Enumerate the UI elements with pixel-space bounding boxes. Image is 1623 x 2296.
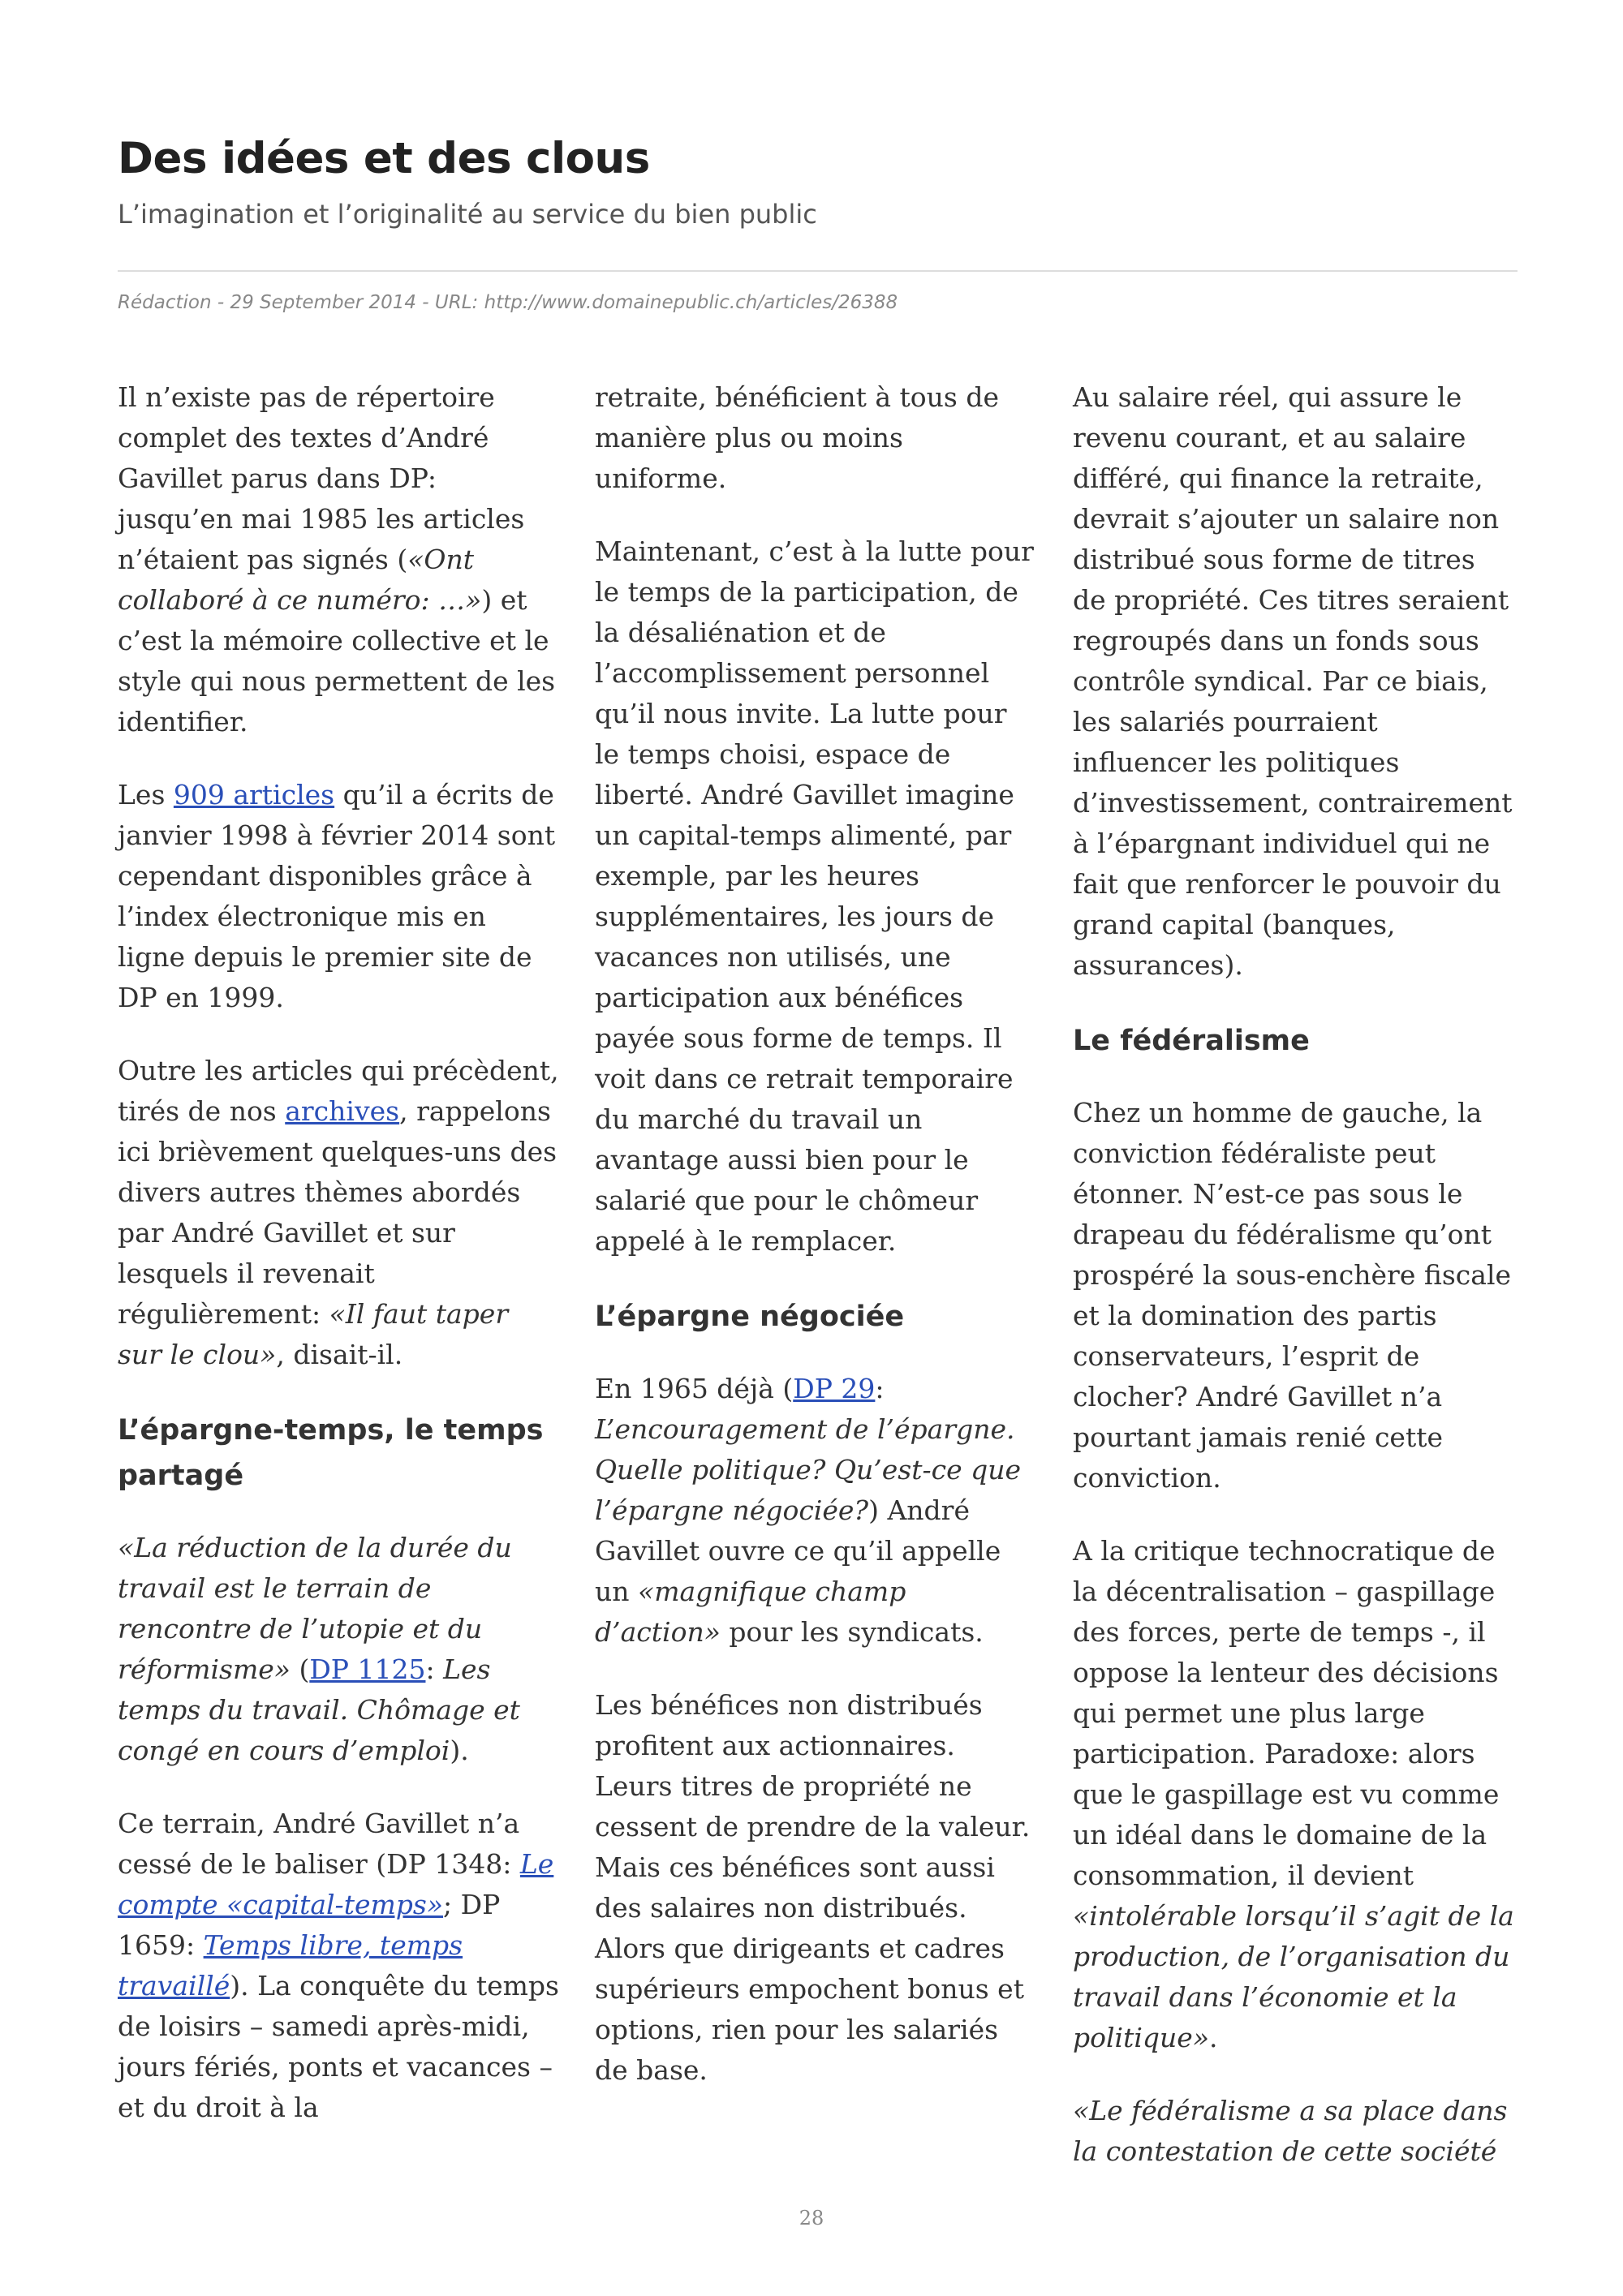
quote-text: «La réduction de la durée du travail est le terrain de rencontre de l’utopie et du réformisme» (118, 1532, 512, 1685)
paragraph: Les bénéfices non distribués profitent aux actionnaires. Leurs titres de propriété ne cessent de prendre de la valeur. Mais ces bénéfices sont aussi des salaires non distribués. Alors que dirigeants et cadres supérieurs empochent bonus et options, rien pour les salariés de base. (595, 1689, 1031, 2086)
quote-text: «magnifique champ d’action» (595, 1576, 906, 1648)
link-dp-1125[interactable]: DP 1125 (309, 1653, 426, 1685)
column-3 (1073, 377, 1515, 2204)
citation-title: Les temps du travail. Chômage et congé en cours d’emploi (118, 1653, 520, 1766)
column-1 (118, 377, 560, 2161)
paragraph: Maintenant, c’est à la lutte pour le temps de la participation, de la désaliénation et de l’accomplissement personnel qu’il nous invite. La lutte pour le temps choisi, espace de liberté. André Gavillet imagine un capital-temps alimenté, par exemple, par les heures supplémentaires, les jours de vacances non utilisés, une participation aux bénéfices payée sous forme de temps. Il voit dans ce retrait temporaire du marché du travail un avantage aussi bien pour le salarié que pour le chômeur appelé à le remplacer. (595, 535, 1034, 1257)
section-heading-epargne-temps: L’épargne-temps, le temps partagé (118, 1414, 544, 1492)
page-number: 28 (799, 2207, 824, 2229)
text: ) André Gavillet ouvre ce qu’il appelle un (595, 1494, 1001, 1607)
page-title: Des idées et des clous (118, 134, 650, 183)
paragraph: Au salaire réel, qui assure le revenu courant, et au salaire différé, qui finance la retraite, devrait s’ajouter un salaire non distribué sous forme de titres de propriété. Ces titres seraient regroupés dans un fonds sous contrôle syndical. Par ce biais, les salariés pourraient influencer les politiques d’investissement, contrairement à l’épargnant individuel qui ne fait que renforcer le pouvoir du grand capital (banques, assurances). (1073, 381, 1513, 981)
paragraph (1073, 1531, 1515, 2058)
text: : (875, 1373, 885, 1404)
text: Outre les articles qui précèdent, tirés de nos (118, 1055, 559, 1127)
quote-text: «Le fédéralisme a sa place dans la contestation de cette société (1073, 2095, 1508, 2167)
text: , disait-il. (276, 1339, 403, 1370)
link-dp-29[interactable]: DP 29 (793, 1373, 876, 1404)
link-compte-capital-temps[interactable]: Le compte «capital-temps» (118, 1848, 554, 1920)
text: : (425, 1653, 444, 1685)
text: A la critique technocratique de la décentralisation – gaspillage des forces, perte de temps -, il oppose la lenteur des décisions qui permet une plus large participation. Paradoxe: alors que le gaspillage est vu comme un idéal dans le domaine de la consommation, il devient (1073, 1535, 1500, 1891)
text: Il n’existe pas de répertoire complet des textes d’André Gavillet parus dans DP: jusqu’en mai 1985 les articles n’étaient pas signés ( (118, 381, 525, 575)
text: Les (118, 779, 174, 810)
text: ; DP 1659: (118, 1889, 501, 1961)
section-heading-federalisme: Le fédéralisme (1073, 1025, 1310, 1057)
quote-text: «Il faut taper sur le clou» (118, 1298, 509, 1370)
link-909-articles[interactable]: 909 articles (173, 779, 335, 810)
text: ). La conquête du temps de loisirs – samedi après-midi, jours fériés, ponts et vacances – et du droit à la (118, 1970, 559, 2123)
section-heading-epargne-negociee: L’épargne négociée (595, 1301, 905, 1333)
text: ( (290, 1653, 310, 1685)
quote-text: «intolérable lorsqu’il s’agit de la production, de l’organisation du travail dans l’économie et la politique» (1073, 1900, 1514, 2053)
link-archives[interactable]: archives (285, 1095, 400, 1127)
paragraph (1073, 2091, 1515, 2172)
quote-text: «Ont collaboré à ce numéro: …» (118, 544, 482, 616)
text: , rappelons ici brièvement quelques-uns des divers autres thèmes abordés par André Gavillet et sur lesquels il revenait régulièrement: (118, 1095, 558, 1330)
paragraph (118, 775, 560, 1018)
text: ) et c’est la mémoire collective et le style qui nous permettent de les identifier. (118, 584, 556, 737)
text: . (1209, 2022, 1218, 2053)
text: qu’il a écrits de janvier 1998 à février 2014 sont cependant disponibles grâce à l’index électronique mis en ligne depuis le premier site de DP en 1999. (118, 779, 556, 1013)
paragraph (118, 377, 560, 742)
citation-title: L’encouragement de l’épargne. Quelle politique? Qu’est-ce que l’épargne négociée? (595, 1413, 1022, 1526)
paragraph (118, 1051, 560, 1375)
text: En 1965 déjà ( (595, 1373, 794, 1404)
paragraph: retraite, bénéficient à tous de manière plus ou moins uniforme. (595, 381, 999, 494)
paragraph (118, 1528, 560, 1771)
text: Ce terrain, André Gavillet n’a cessé de le baliser (DP 1348: (118, 1808, 520, 1880)
header-divider (118, 270, 1518, 272)
page-subtitle: L’imagination et l’originalité au service du bien public (118, 199, 817, 230)
column-2 (595, 377, 1037, 2123)
link-temps-libre[interactable]: Temps libre, temps travaillé (118, 1929, 463, 2001)
text: pour les syndicats. (720, 1616, 984, 1648)
article-meta: Rédaction - 29 September 2014 - URL: http://www.domainepublic.ch/articles/26388 (118, 292, 898, 313)
paragraph: Chez un homme de gauche, la conviction fédéraliste peut étonner. N’est-ce pas sous le drapeau du fédéralisme qu’ont prospéré la sous-enchère fiscale et la domination des partis conservateurs, l’esprit de clocher? André Gavillet n’a pourtant jamais renié cette conviction. (1073, 1097, 1512, 1494)
text: ). (450, 1735, 469, 1766)
page-header (118, 130, 1518, 232)
paragraph (595, 1369, 1037, 1653)
paragraph (118, 1804, 560, 2128)
